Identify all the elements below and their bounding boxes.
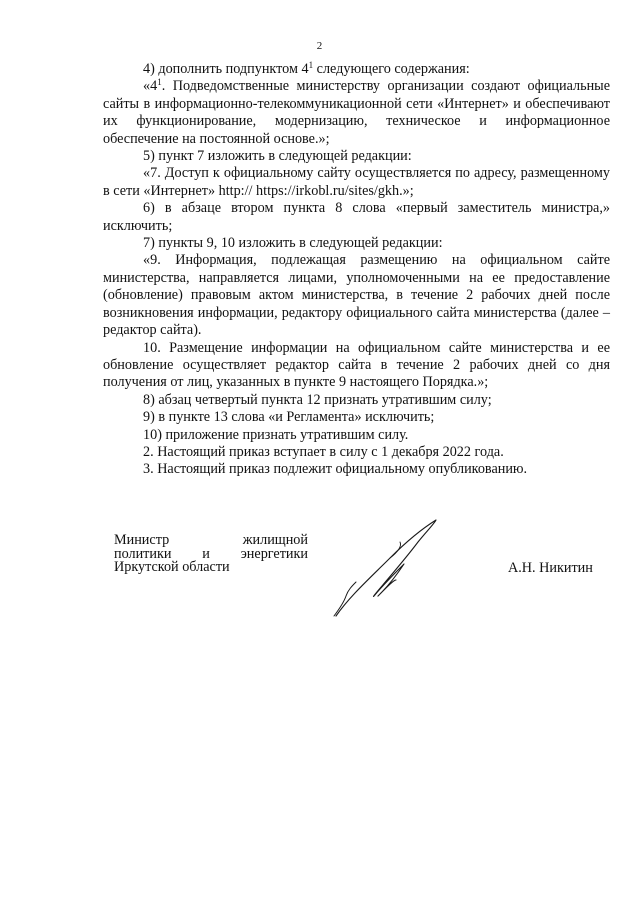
signatory-position-line: Иркутской области [114,559,230,575]
signatory-position-line: Министр жилищной [114,532,308,548]
handwritten-signature [330,516,460,621]
paragraph-8: 10. Размещение информации на официальном сайте министерства и ее обновление осуществляет редактор сайта в течение 2 рабочих дней со дня получения от лиц, указанных в пункте 9 настоящего Порядка.»; [103,339,610,391]
paragraph-5: 6) в абзаце втором пункта 8 слова «первый заместитель министра,» исключить; [103,200,610,234]
paragraph-7: «9. Информация, подлежащая размещению на официальном сайте министерства, направляется лицами, уполномоченными на ее предоставление (обновление) правовым актом министерства, в течение 2 рабочих дней после возникновения информации, редактору официального сайта министерства (далее – редактор сайта). [103,252,610,339]
paragraph-12: 2. Настоящий приказ вступает в силу с 1 декабря 2022 года. [143,443,504,460]
paragraph-11: 10) приложение признать утратившим силу. [143,426,409,443]
paragraph-2: «$4^1$. Подведомственные министерству организации создают официальные сайты в информационно-телекоммуникационной сети «Интернет» и обеспечивают их функционирование, модернизацию, техническое и информационное обеспечение на постоянной основе.»; [103,77,610,147]
paragraph-13: 3. Настоящий приказ подлежит официальному опубликованию. [143,461,528,478]
paragraph-1: 4) дополнить подпунктом $4^1$ следующего содержания: [143,60,470,77]
paragraph-4: «7. Доступ к официальному сайту осуществляется по адресу, размещенному в сети «Интернет» http:// https://irkobl.ru/sites/gkh.»; [103,165,610,199]
paragraph-3: 5) пункт 7 изложить в следующей редакции: [143,148,412,165]
paragraph-6: 7) пункты 9, 10 изложить в следующей редакции: [143,235,443,252]
signatory-position-line: политики и энергетики [114,545,308,562]
page-number: 2 [316,40,323,52]
paragraph-10: 9) в пункте 13 слова «и Регламента» исключить; [143,409,435,426]
document-body [103,61,610,479]
signatory-position [114,534,308,575]
signatory-name: А.Н. Никитин [508,560,593,576]
paragraph-9: 8) абзац четвертый пункта 12 признать утратившим силу; [143,391,492,408]
